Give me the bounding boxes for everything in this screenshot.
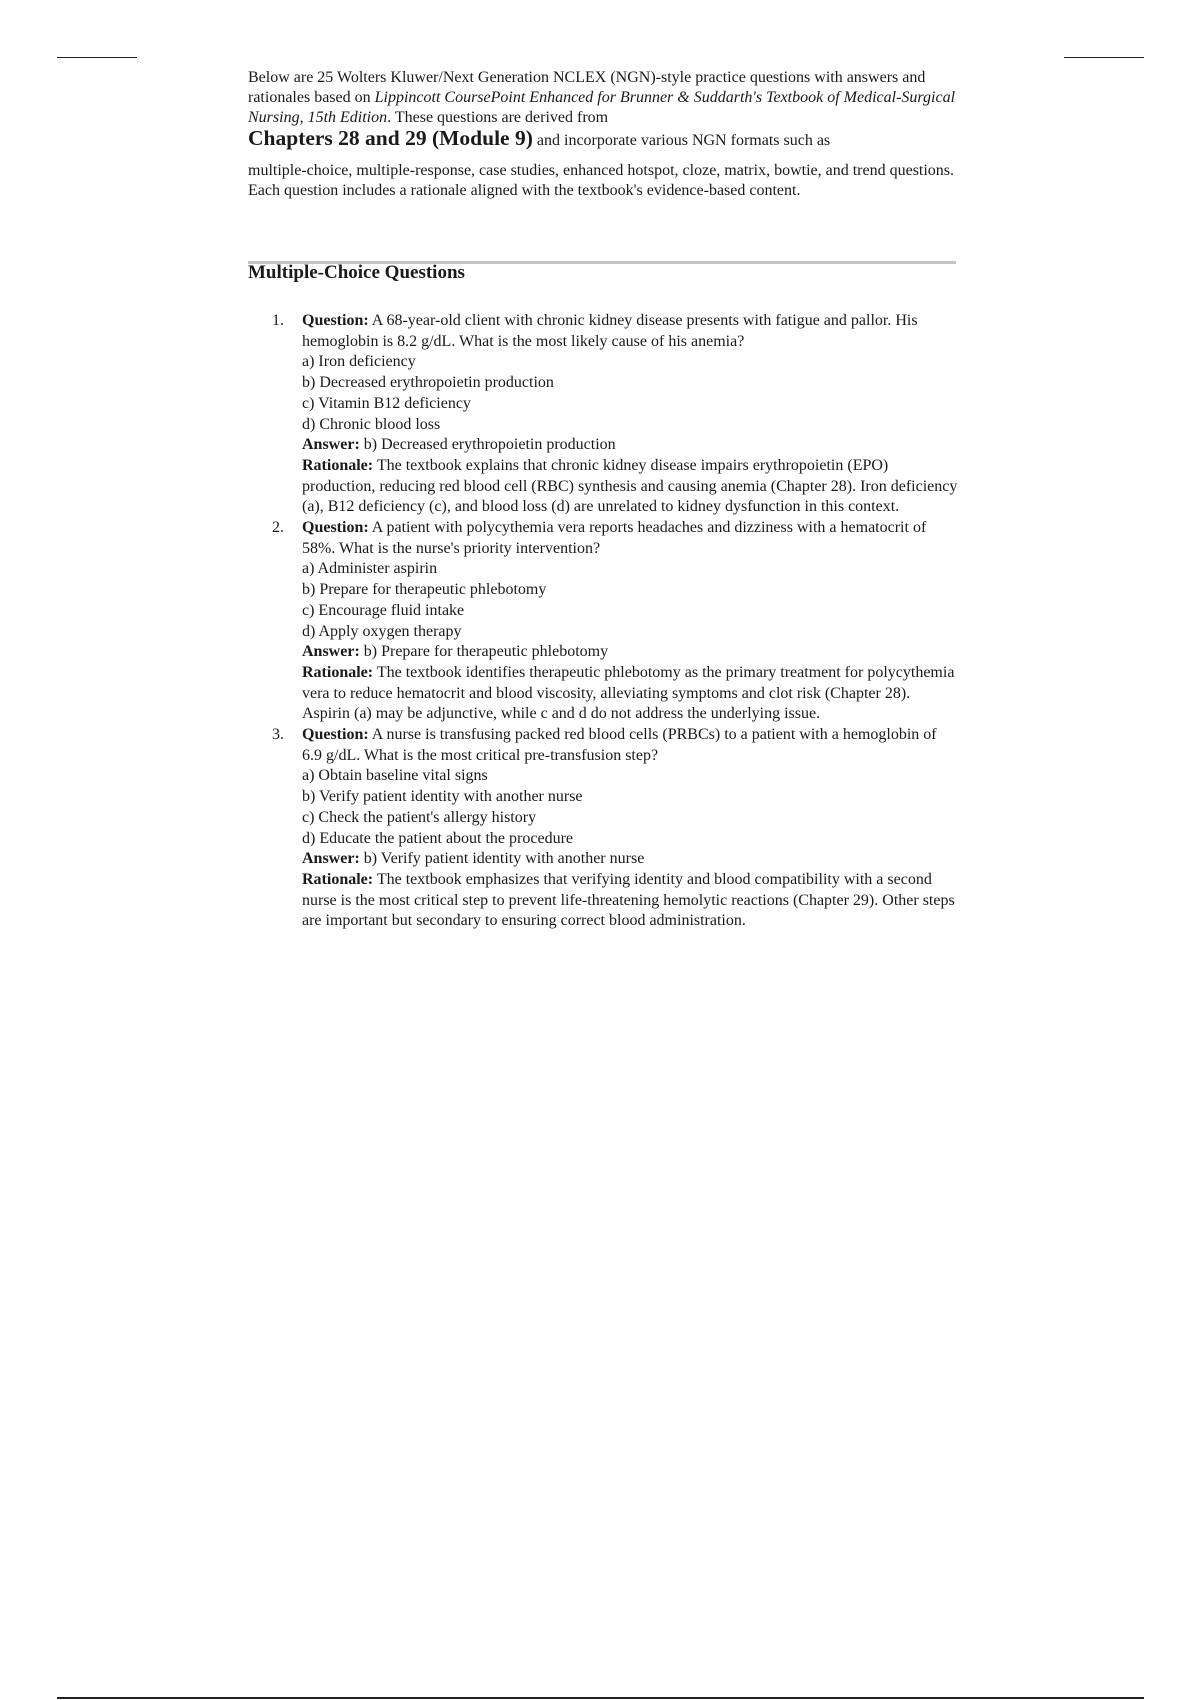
option-a: a) Iron deficiency <box>302 353 416 371</box>
question-number: 1. <box>272 312 284 329</box>
rationale-label: Rationale: <box>302 456 374 474</box>
option-b: b) Decreased erythropoietin production <box>302 374 554 392</box>
intro-text-4: multiple-choice, multiple-response, case studies, enhanced hotspot, cloze, matrix, bowtie, and trend questions. Each question includes a rationale aligned with the textbook's evidence-based content. <box>248 162 955 199</box>
question-label: Question: <box>302 726 369 744</box>
answer-text: b) Verify patient identity with another nurse <box>363 850 645 868</box>
answer-text: b) Decreased erythropoietin production <box>363 436 616 454</box>
question-item-1 <box>248 311 958 518</box>
footer-rule <box>57 1697 1144 1699</box>
option-d: d) Apply oxygen therapy <box>302 622 462 640</box>
question-label: Question: <box>302 312 369 329</box>
answer-label: Answer: <box>302 643 360 661</box>
chapters-heading: Chapters 28 and 29 (Module 9) <box>248 126 533 150</box>
option-d: d) Chronic blood loss <box>302 415 441 433</box>
answer-row <box>302 849 958 870</box>
multiple-choice-section <box>248 261 958 932</box>
question-number: 3. <box>272 726 284 744</box>
intro-paragraph <box>248 68 958 201</box>
rationale-row <box>302 456 958 518</box>
intro-text-3: and incorporate various NGN formats such as <box>532 132 831 149</box>
header-rule-left <box>57 57 137 58</box>
option-b: b) Prepare for therapeutic phlebotomy <box>302 581 547 599</box>
option-b: b) Verify patient identity with another nurse <box>302 788 583 806</box>
option-a: a) Administer aspirin <box>302 560 438 578</box>
document-body <box>248 68 958 932</box>
question-text: A 68-year-old client with chronic kidney disease presents with fatigue and pallor. His hemoglobin is 8.2 g/dL. What is the most likely cause of his anemia? <box>302 312 918 350</box>
rationale-row <box>302 870 958 932</box>
rationale-label: Rationale: <box>302 870 374 888</box>
rationale-label: Rationale: <box>302 663 374 681</box>
question-item-3 <box>248 725 958 932</box>
rationale-text: The textbook identifies therapeutic phlebotomy as the primary treatment for polycythemia vera to reduce hematocrit and blood viscosity, alleviating symptoms and clot risk (Chapter 28). Aspirin (a) may be adjunctive, while c and d do not address the underlying issue. <box>302 663 955 723</box>
question-list <box>248 311 958 932</box>
header-rule-right <box>1064 57 1144 58</box>
answer-row <box>302 642 958 663</box>
question-label: Question: <box>302 519 369 537</box>
question-text: A patient with polycythemia vera reports headaches and dizziness with a hematocrit of 58%. What is the nurse's priority intervention? <box>302 519 927 557</box>
answer-row <box>302 435 958 456</box>
option-c: c) Vitamin B12 deficiency <box>302 394 471 412</box>
option-a: a) Obtain baseline vital signs <box>302 767 488 785</box>
answer-text: b) Prepare for therapeutic phlebotomy <box>363 643 609 661</box>
question-number: 2. <box>272 519 284 537</box>
answer-label: Answer: <box>302 436 360 454</box>
answer-label: Answer: <box>302 850 360 868</box>
option-c: c) Check the patient's allergy history <box>302 808 537 826</box>
rationale-row <box>302 663 958 725</box>
section-title: Multiple-Choice Questions <box>248 262 465 283</box>
question-text: A nurse is transfusing packed red blood cells (PRBCs) to a patient with a hemoglobin of 6.9 g/dL. What is the most critical pre-transfusion step? <box>302 726 937 764</box>
question-item-2 <box>248 518 958 725</box>
intro-text-2: . These questions are derived from <box>387 109 609 126</box>
option-c: c) Encourage fluid intake <box>302 601 465 619</box>
rationale-text: The textbook emphasizes that verifying identity and blood compatibility with a second nurse is the most critical step to prevent life-threatening hemolytic reactions (Chapter 29). Other steps are important but secondary to ensuring correct blood administration. <box>302 870 955 930</box>
intro-text-1: Below are 25 Wolters Kluwer/Next Generation NCLEX (NGN)-style practice questions with answers and rationales based on <box>248 69 926 106</box>
book-title: Lippincott CoursePoint Enhanced for Brunner & Suddarth's Textbook of Medical-Surgical Nursing, 15th Edition <box>248 89 956 126</box>
option-d: d) Educate the patient about the procedure <box>302 829 573 847</box>
rationale-text: The textbook explains that chronic kidney disease impairs erythropoietin (EPO) production, reducing red blood cell (RBC) synthesis and causing anemia (Chapter 28). Iron deficiency (a), B12 deficiency (c), and blood loss (d) are unrelated to kidney dysfunction in this context. <box>302 456 958 516</box>
